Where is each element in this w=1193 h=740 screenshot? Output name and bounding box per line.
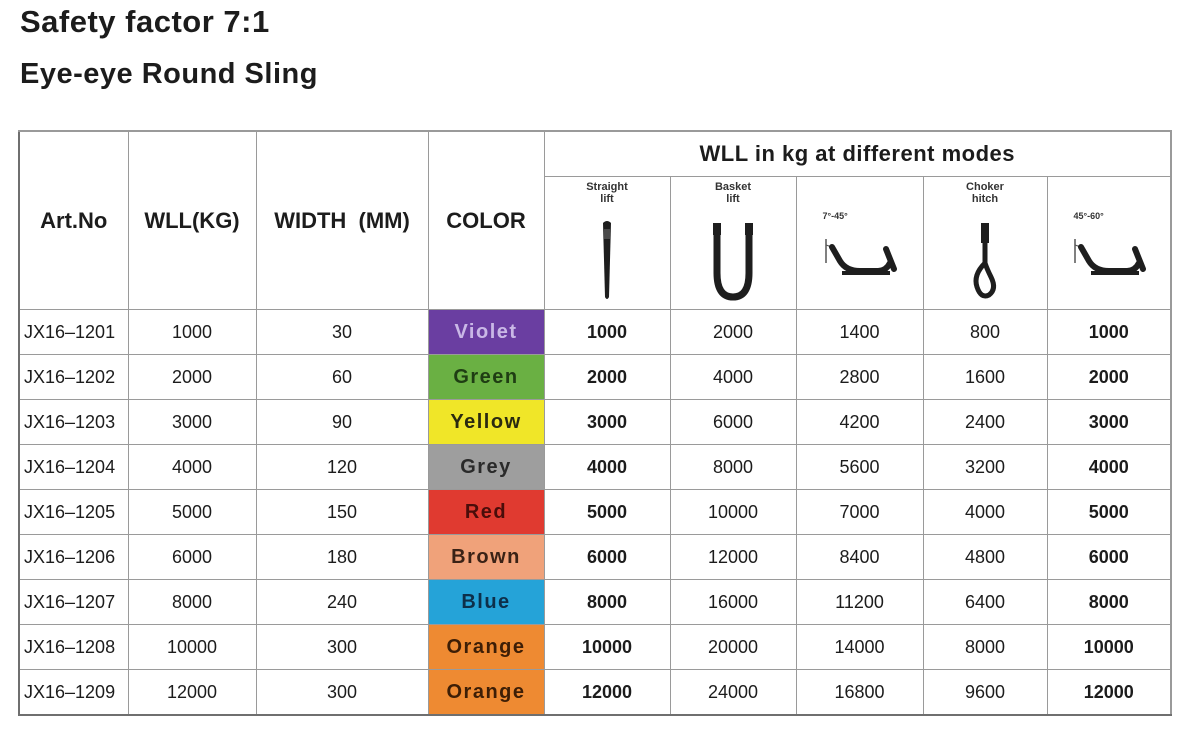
cell-straight-lift: 10000 xyxy=(544,625,670,670)
cell-basket-7-45: 4200 xyxy=(796,400,923,445)
cell-color-swatch: Red xyxy=(428,490,544,535)
header-wll: WLL(KG) xyxy=(128,131,256,310)
cell-choker-hitch: 8000 xyxy=(923,625,1047,670)
table-row xyxy=(19,400,1171,445)
page-subtitle: Eye-eye Round Sling xyxy=(20,58,318,90)
cell-choker-hitch: 2400 xyxy=(923,400,1047,445)
cell-basket-7-45: 16800 xyxy=(796,670,923,716)
cell-straight-lift: 1000 xyxy=(544,310,670,355)
sling-spec-table xyxy=(18,130,1172,716)
cell-color-swatch: Brown xyxy=(428,535,544,580)
cell-choker-hitch: 3200 xyxy=(923,445,1047,490)
basket-angle-icon xyxy=(797,233,923,279)
cell-color-swatch: Green xyxy=(428,355,544,400)
cell-basket-lift: 2000 xyxy=(670,310,796,355)
header-wll-modes: WLL in kg at different modes xyxy=(544,131,1171,177)
header-art-no: Art.No xyxy=(19,131,128,310)
cell-art-no: JX16–1204 xyxy=(19,445,128,490)
cell-art-no: JX16–1206 xyxy=(19,535,128,580)
page-title: Safety factor 7:1 xyxy=(20,4,270,39)
cell-basket-7-45: 11200 xyxy=(796,580,923,625)
cell-basket-lift: 6000 xyxy=(670,400,796,445)
cell-basket-lift: 20000 xyxy=(670,625,796,670)
cell-basket-lift: 16000 xyxy=(670,580,796,625)
table-body xyxy=(19,310,1171,716)
cell-width: 90 xyxy=(256,400,428,445)
cell-art-no: JX16–1209 xyxy=(19,670,128,716)
cell-basket-7-45: 14000 xyxy=(796,625,923,670)
cell-basket-45-60: 5000 xyxy=(1047,490,1171,535)
cell-art-no: JX16–1207 xyxy=(19,580,128,625)
cell-straight-lift: 8000 xyxy=(544,580,670,625)
mode-basket-45-60 xyxy=(1047,177,1171,310)
angle-label-45-60: 45°-60° xyxy=(1073,211,1104,221)
cell-width: 60 xyxy=(256,355,428,400)
cell-choker-hitch: 4000 xyxy=(923,490,1047,535)
cell-width: 150 xyxy=(256,490,428,535)
mode-label-line2: hitch xyxy=(971,193,999,205)
cell-straight-lift: 12000 xyxy=(544,670,670,716)
cell-choker-hitch: 9600 xyxy=(923,670,1047,716)
choker-hitch-icon xyxy=(924,217,1047,303)
cell-choker-hitch: 800 xyxy=(923,310,1047,355)
angle-label-7-45: 7°-45° xyxy=(822,211,848,221)
mode-label-line1: Straight xyxy=(586,181,628,193)
cell-color-swatch: Orange xyxy=(428,670,544,716)
cell-wll: 12000 xyxy=(128,670,256,716)
cell-basket-lift: 12000 xyxy=(670,535,796,580)
cell-wll: 10000 xyxy=(128,625,256,670)
cell-basket-45-60: 6000 xyxy=(1047,535,1171,580)
header-width: WIDTH (MM) xyxy=(256,131,428,310)
cell-wll: 2000 xyxy=(128,355,256,400)
cell-straight-lift: 6000 xyxy=(544,535,670,580)
straight-lift-icon xyxy=(545,217,670,303)
cell-art-no: JX16–1208 xyxy=(19,625,128,670)
mode-label-line1: Choker xyxy=(966,181,1004,193)
cell-choker-hitch: 6400 xyxy=(923,580,1047,625)
cell-wll: 6000 xyxy=(128,535,256,580)
cell-basket-7-45: 7000 xyxy=(796,490,923,535)
cell-basket-lift: 10000 xyxy=(670,490,796,535)
cell-art-no: JX16–1202 xyxy=(19,355,128,400)
cell-straight-lift: 3000 xyxy=(544,400,670,445)
table-row xyxy=(19,670,1171,716)
cell-basket-7-45: 5600 xyxy=(796,445,923,490)
cell-color-swatch: Violet xyxy=(428,310,544,355)
mode-label-line1: Basket xyxy=(714,181,752,193)
cell-basket-lift: 24000 xyxy=(670,670,796,716)
cell-basket-45-60: 12000 xyxy=(1047,670,1171,716)
cell-choker-hitch: 1600 xyxy=(923,355,1047,400)
mode-straight-lift xyxy=(544,177,670,310)
cell-width: 180 xyxy=(256,535,428,580)
cell-wll: 1000 xyxy=(128,310,256,355)
mode-basket-7-45 xyxy=(796,177,923,310)
mode-basket-lift xyxy=(670,177,796,310)
cell-basket-7-45: 2800 xyxy=(796,355,923,400)
cell-color-swatch: Orange xyxy=(428,625,544,670)
cell-color-swatch: Blue xyxy=(428,580,544,625)
cell-basket-45-60: 3000 xyxy=(1047,400,1171,445)
mode-choker-hitch xyxy=(923,177,1047,310)
cell-straight-lift: 5000 xyxy=(544,490,670,535)
cell-wll: 8000 xyxy=(128,580,256,625)
cell-basket-7-45: 1400 xyxy=(796,310,923,355)
mode-label-line2: lift xyxy=(726,193,740,205)
table-row xyxy=(19,580,1171,625)
table-row xyxy=(19,625,1171,670)
cell-width: 120 xyxy=(256,445,428,490)
cell-choker-hitch: 4800 xyxy=(923,535,1047,580)
header-color: COLOR xyxy=(428,131,544,310)
cell-width: 300 xyxy=(256,625,428,670)
cell-wll: 4000 xyxy=(128,445,256,490)
cell-art-no: JX16–1201 xyxy=(19,310,128,355)
cell-art-no: JX16–1205 xyxy=(19,490,128,535)
cell-width: 30 xyxy=(256,310,428,355)
cell-basket-45-60: 10000 xyxy=(1047,625,1171,670)
mode-label-line2: lift xyxy=(600,193,614,205)
cell-width: 300 xyxy=(256,670,428,716)
cell-basket-45-60: 1000 xyxy=(1047,310,1171,355)
cell-straight-lift: 2000 xyxy=(544,355,670,400)
cell-basket-45-60: 2000 xyxy=(1047,355,1171,400)
cell-color-swatch: Yellow xyxy=(428,400,544,445)
table-row xyxy=(19,355,1171,400)
cell-color-swatch: Grey xyxy=(428,445,544,490)
cell-wll: 3000 xyxy=(128,400,256,445)
cell-wll: 5000 xyxy=(128,490,256,535)
table-row xyxy=(19,490,1171,535)
basket-lift-icon xyxy=(671,217,796,303)
basket-angle-icon xyxy=(1048,233,1171,279)
cell-basket-45-60: 8000 xyxy=(1047,580,1171,625)
table-row xyxy=(19,310,1171,355)
cell-straight-lift: 4000 xyxy=(544,445,670,490)
cell-basket-lift: 8000 xyxy=(670,445,796,490)
table-row xyxy=(19,535,1171,580)
cell-basket-7-45: 8400 xyxy=(796,535,923,580)
table-row xyxy=(19,445,1171,490)
cell-width: 240 xyxy=(256,580,428,625)
cell-basket-45-60: 4000 xyxy=(1047,445,1171,490)
cell-art-no: JX16–1203 xyxy=(19,400,128,445)
cell-basket-lift: 4000 xyxy=(670,355,796,400)
